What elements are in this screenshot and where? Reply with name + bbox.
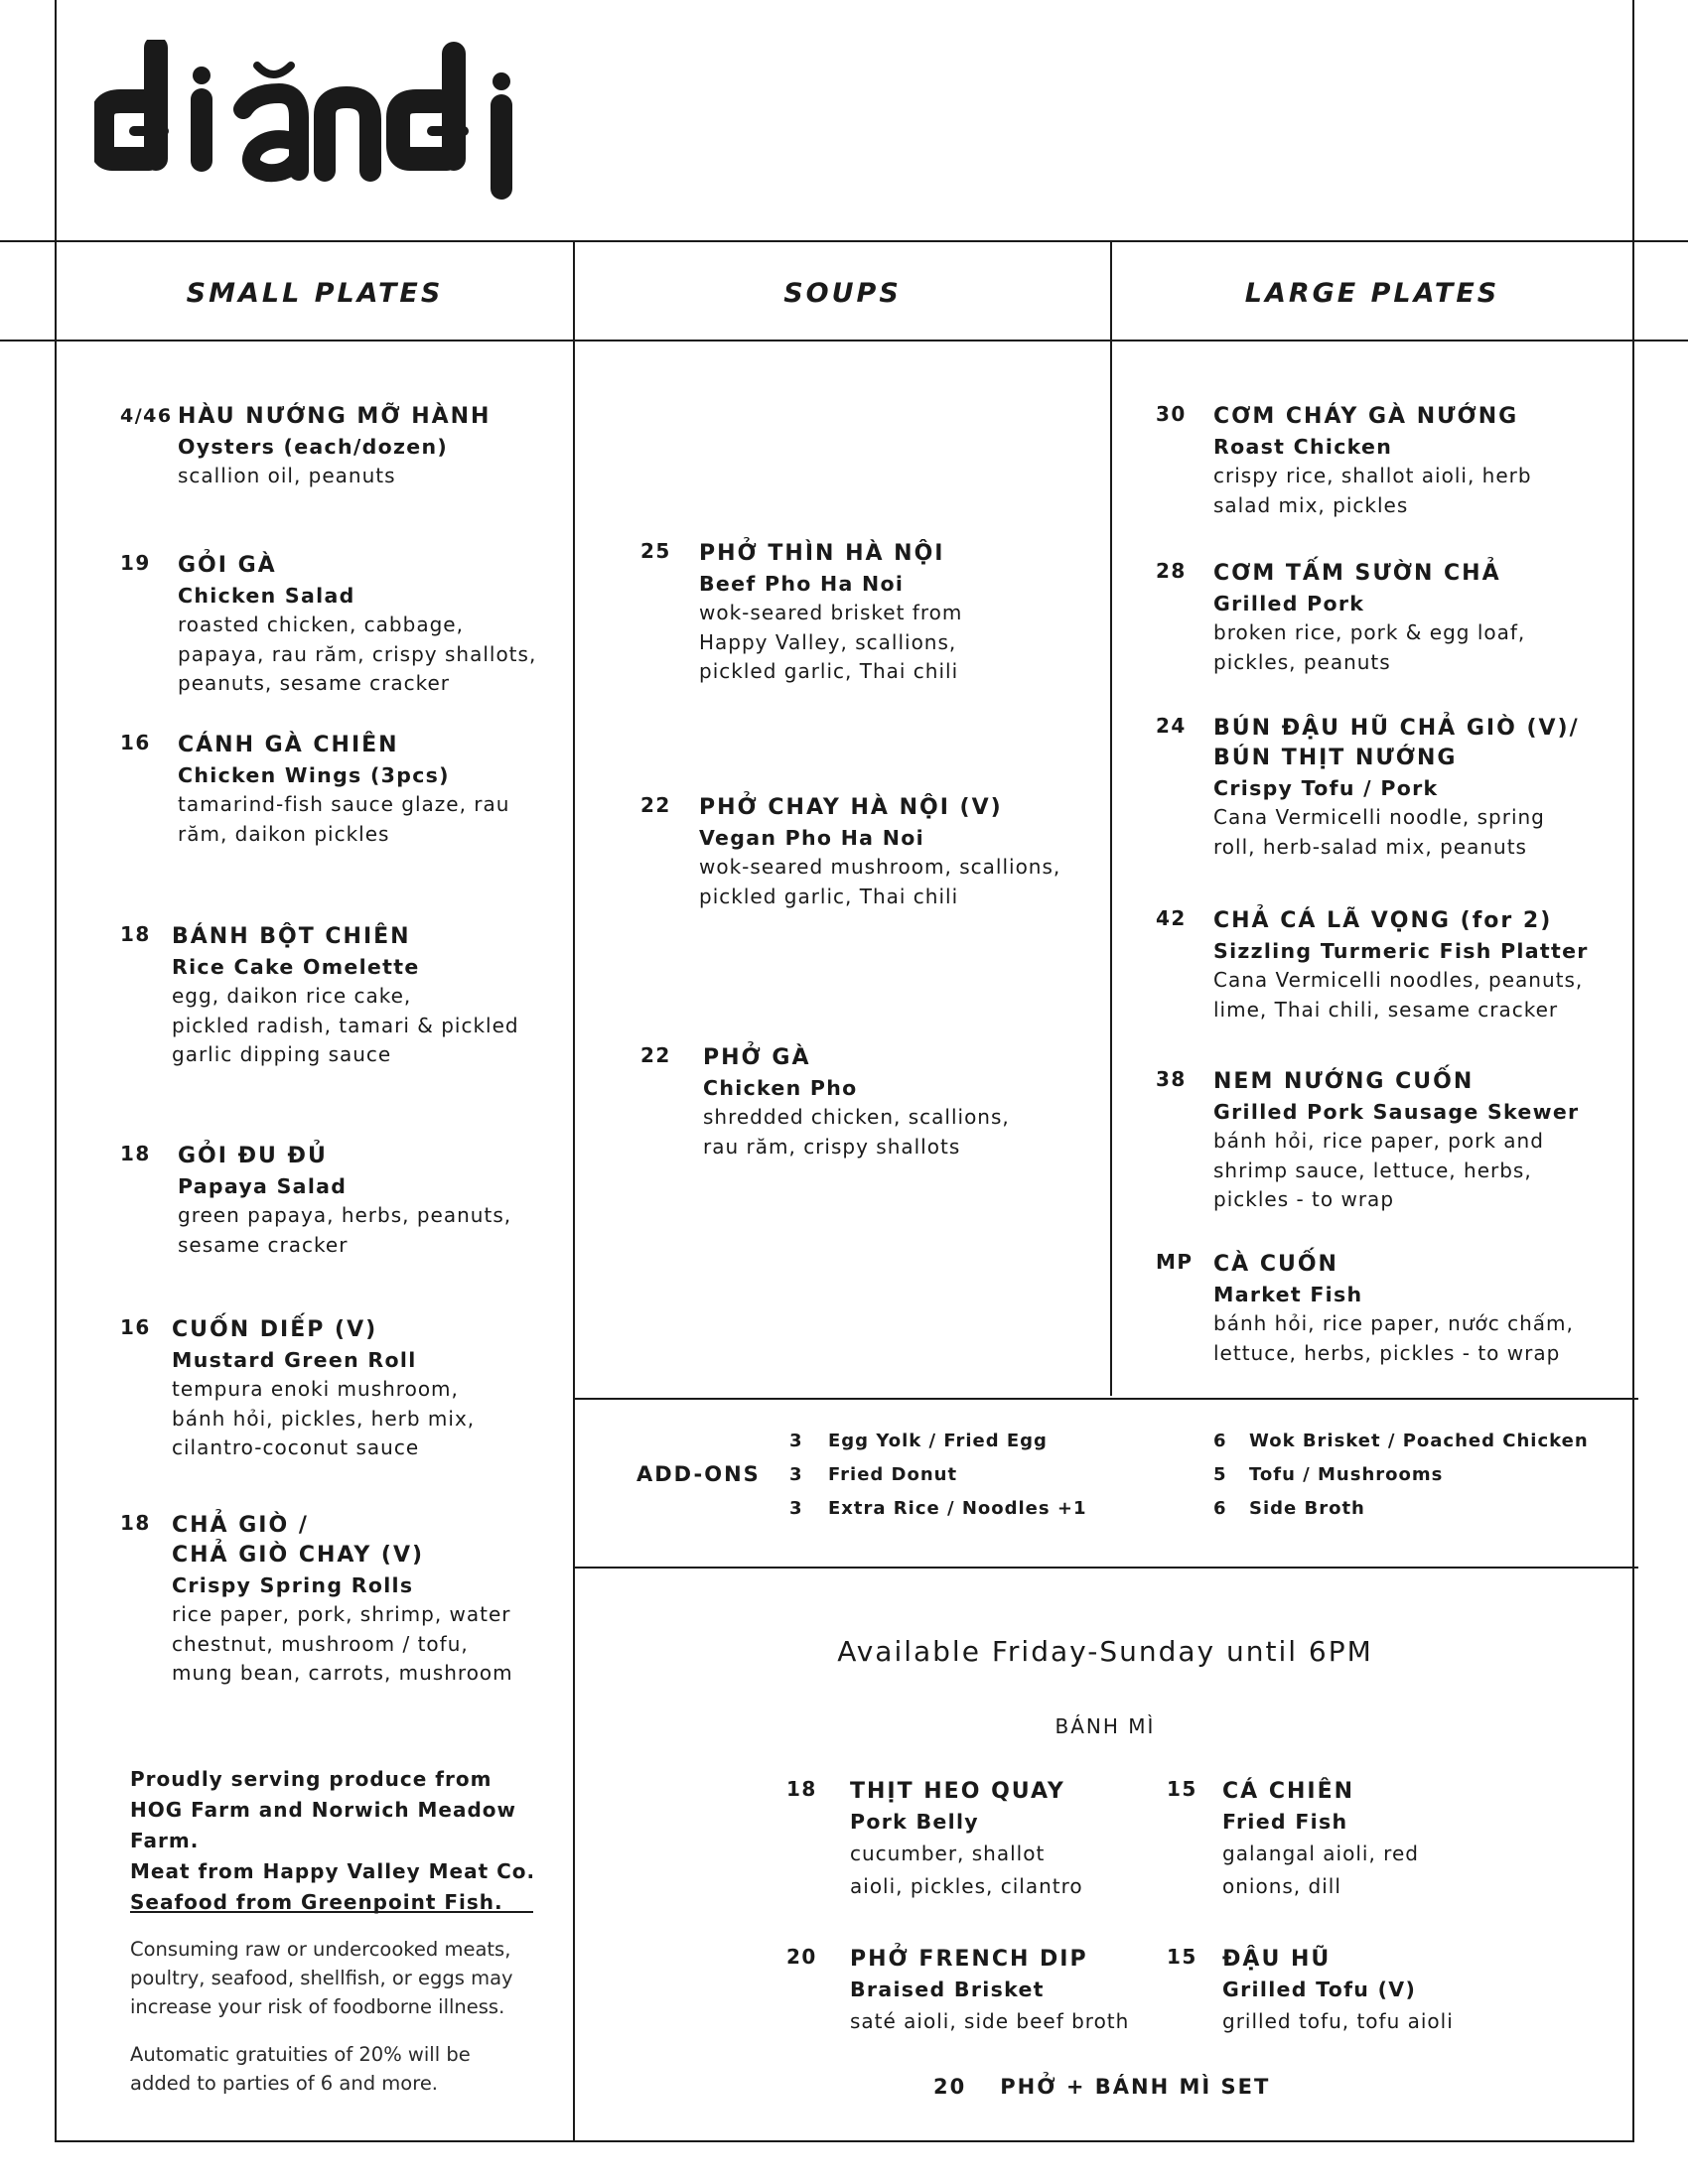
item-price: 30: [1156, 402, 1187, 426]
addon-price: 3: [789, 1498, 802, 1519]
warning-line: poultry, seafood, shellfish, or eggs may: [130, 1967, 513, 1989]
item-description: wok-seared brisket from: [699, 601, 963, 624]
brand-logo: [94, 40, 541, 213]
rule-addons-bottom: [574, 1567, 1638, 1569]
item-name: CƠM TẤM SƯỜN CHẢ: [1213, 561, 1501, 586]
item-name: BÚN THỊT NƯỚNG: [1213, 746, 1458, 770]
item-english-name: Braised Brisket: [850, 1978, 1045, 2001]
rule-col-2: [1110, 240, 1112, 1396]
item-description: onions, dill: [1222, 1874, 1341, 1898]
item-name: PHỞ FRENCH DIP: [850, 1947, 1088, 1972]
item-description: roll, herb-salad mix, peanuts: [1213, 834, 1527, 859]
item-description: tamarind-fish sauce glaze, rau: [178, 792, 510, 816]
set-name: PHỞ + BÁNH MÌ SET: [1000, 2075, 1271, 2099]
item-description: papaya, rau răm, crispy shallots,: [178, 641, 537, 666]
item-name: THỊT HEO QUAY: [850, 1779, 1065, 1804]
item-price: 25: [640, 539, 671, 563]
item-name: PHỞ THÌN HÀ NỘI: [699, 541, 945, 566]
addon-name: Tofu / Mushrooms: [1249, 1464, 1444, 1485]
item-name: BÚN ĐẬU HŨ CHẢ GIÒ (V)/: [1213, 716, 1580, 741]
sourcing-note: [130, 1764, 587, 1918]
addon-name: Wok Brisket / Poached Chicken: [1249, 1431, 1589, 1451]
item-description: bánh hỏi, rice paper, nước chấm,: [1213, 1311, 1574, 1335]
sourcing-line: Proudly serving produce from: [130, 1767, 492, 1791]
item-price: 38: [1156, 1067, 1187, 1091]
item-name: ĐẬU HŨ: [1222, 1947, 1332, 1972]
item-description: scallion oil, peanuts: [178, 464, 396, 487]
item-price: 22: [640, 793, 671, 817]
item-price: 15: [1167, 1945, 1197, 1969]
addon-price: 6: [1213, 1498, 1226, 1519]
warning-line: increase your risk of foodborne illness.: [130, 1995, 505, 2018]
item-description: peanuts, sesame cracker: [178, 671, 450, 695]
item-description: pickles, peanuts: [1213, 649, 1391, 674]
item-name: NEM NƯỚNG CUỐN: [1213, 1069, 1475, 1094]
addon-price: 6: [1213, 1431, 1226, 1451]
item-price: MP: [1156, 1250, 1194, 1274]
item-description: bánh hỏi, pickles, herb mix,: [172, 1406, 476, 1431]
banh-mi-title: BÁNH MÌ: [1055, 1714, 1156, 1738]
item-english-name: Chicken Wings (3pcs): [178, 763, 450, 787]
item-english-name: Fried Fish: [1222, 1810, 1348, 1834]
item-name: BÁNH BỘT CHIÊN: [172, 924, 411, 949]
item-description: rau răm, crispy shallots: [703, 1134, 961, 1159]
rule-addons-top: [574, 1398, 1638, 1400]
item-english-name: Mustard Green Roll: [172, 1348, 417, 1372]
item-price: 18: [786, 1777, 817, 1801]
item-english-name: Beef Pho Ha Noi: [699, 572, 905, 596]
item-price: 18: [120, 922, 151, 946]
item-price: 22: [640, 1043, 671, 1067]
item-description: green papaya, herbs, peanuts,: [178, 1203, 512, 1227]
item-english-name: Grilled Tofu (V): [1222, 1978, 1417, 2001]
item-name: PHỞ GÀ: [703, 1045, 811, 1070]
item-english-name: Vegan Pho Ha Noi: [699, 826, 924, 850]
item-description: răm, daikon pickles: [178, 821, 390, 846]
item-english-name: Rice Cake Omelette: [172, 955, 420, 979]
item-english-name: Market Fish: [1213, 1283, 1363, 1306]
item-english-name: Crispy Tofu / Pork: [1213, 776, 1439, 800]
addons-label: ADD-ONS: [636, 1462, 761, 1486]
rule-col-left: [55, 240, 57, 2142]
sourcing-line: Seafood from Greenpoint Fish.: [130, 1890, 503, 1914]
item-description: aioli, pickles, cilantro: [850, 1874, 1083, 1898]
item-description: chestnut, mushroom / tofu,: [172, 1631, 469, 1656]
item-description: broken rice, pork & egg loaf,: [1213, 620, 1526, 644]
item-description: cucumber, shallot: [850, 1842, 1046, 1865]
item-description: tempura enoki mushroom,: [172, 1377, 459, 1401]
item-description: garlic dipping sauce: [172, 1042, 392, 1066]
column-header-large-plates: LARGE PLATES: [1244, 278, 1500, 309]
item-english-name: Grilled Pork Sausage Skewer: [1213, 1100, 1580, 1124]
food-safety-warning: [130, 1935, 567, 2021]
item-english-name: Papaya Salad: [178, 1174, 348, 1198]
item-name: CUỐN DIẾP (V): [172, 1317, 378, 1342]
warning-line: Consuming raw or undercooked meats,: [130, 1938, 511, 1961]
rule-top-left: [55, 0, 57, 240]
item-description: pickles - to wrap: [1213, 1187, 1395, 1211]
item-description: wok-seared mushroom, scallions,: [699, 855, 1061, 879]
column-header-soups: SOUPS: [783, 278, 902, 309]
gratuity-note: [130, 2040, 567, 2098]
item-name: GỎI GÀ: [178, 553, 277, 578]
sourcing-line: Meat from Happy Valley Meat Co.: [130, 1859, 536, 1883]
item-description: pickled radish, tamari & pickled: [172, 1013, 519, 1037]
item-name: CÁNH GÀ CHIÊN: [178, 733, 399, 757]
item-name: HÀU NƯỚNG MỠ HÀNH: [178, 404, 492, 429]
item-english-name: Chicken Pho: [703, 1076, 858, 1100]
item-price: 4/46: [120, 405, 173, 427]
addon-name: Side Broth: [1249, 1498, 1365, 1519]
set-price: 20: [933, 2075, 967, 2099]
addon-price: 3: [789, 1431, 802, 1451]
item-description: sesame cracker: [178, 1232, 349, 1257]
item-price: 24: [1156, 714, 1187, 738]
addon-price: 3: [789, 1464, 802, 1485]
item-description: pickled garlic, Thai chili: [699, 659, 959, 683]
item-description: galangal aioli, red: [1222, 1842, 1419, 1865]
addon-name: Egg Yolk / Fried Egg: [828, 1431, 1048, 1451]
item-english-name: Oysters (each/dozen): [178, 435, 449, 459]
item-name: CƠM CHÁY GÀ NƯỚNG: [1213, 404, 1519, 429]
item-description: Cana Vermicelli noodles, peanuts,: [1213, 968, 1584, 992]
rule-top-right: [1632, 0, 1634, 240]
item-price: 28: [1156, 559, 1187, 583]
item-description: bánh hỏi, rice paper, pork and: [1213, 1129, 1544, 1153]
rule-col-right: [1632, 240, 1634, 2142]
item-description: shrimp sauce, lettuce, herbs,: [1213, 1158, 1532, 1182]
item-description: Happy Valley, scallions,: [699, 629, 957, 654]
gratuity-line: added to parties of 6 and more.: [130, 2072, 439, 2095]
item-price: 15: [1167, 1777, 1197, 1801]
item-description: lettuce, herbs, pickles - to wrap: [1213, 1340, 1561, 1365]
item-name: GỎI ĐU ĐỦ: [178, 1144, 328, 1168]
rule-bottom: [55, 2140, 1634, 2142]
item-description: roasted chicken, cabbage,: [178, 613, 464, 636]
item-english-name: Sizzling Turmeric Fish Platter: [1213, 939, 1589, 963]
item-price: 19: [120, 551, 151, 575]
item-description: mung bean, carrots, mushroom: [172, 1661, 513, 1685]
item-price: 18: [120, 1142, 151, 1165]
item-description: shredded chicken, scallions,: [703, 1105, 1010, 1129]
item-name: CHẢ GIÒ /: [172, 1513, 309, 1538]
item-description: grilled tofu, tofu aioli: [1222, 2009, 1454, 2033]
addon-name: Extra Rice / Noodles +1: [828, 1498, 1087, 1519]
item-price: 20: [786, 1945, 817, 1969]
item-price: 16: [120, 731, 151, 754]
item-name: CÁ CHIÊN: [1222, 1779, 1355, 1804]
item-description: crispy rice, shallot aioli, herb: [1213, 464, 1532, 487]
rule-header-bottom: [0, 340, 1688, 341]
item-english-name: Roast Chicken: [1213, 435, 1393, 459]
availability-note: Available Friday-Sunday until 6PM: [837, 1635, 1373, 1668]
item-description: cilantro-coconut sauce: [172, 1435, 420, 1459]
column-header-small-plates: SMALL PLATES: [186, 278, 444, 309]
addon-price: 5: [1213, 1464, 1226, 1485]
item-name: CHẢ CÁ LÃ VỌNG (for 2): [1213, 908, 1553, 933]
sourcing-line: HOG Farm and Norwich Meadow Farm.: [130, 1798, 517, 1852]
item-name: CÀ CUỐN: [1213, 1252, 1338, 1277]
item-price: 18: [120, 1511, 151, 1535]
item-english-name: Chicken Salad: [178, 584, 355, 608]
item-description: lime, Thai chili, sesame cracker: [1213, 997, 1559, 1022]
item-description: salad mix, pickles: [1213, 492, 1409, 517]
item-name: CHẢ GIÒ CHAY (V): [172, 1543, 425, 1568]
item-price: 42: [1156, 906, 1187, 930]
item-description: Cana Vermicelli noodle, spring: [1213, 805, 1545, 829]
item-price: 16: [120, 1315, 151, 1339]
item-description: pickled garlic, Thai chili: [699, 884, 959, 908]
addon-name: Fried Donut: [828, 1464, 958, 1485]
pho-banh-mi-set: [933, 2075, 1270, 2099]
item-description: saté aioli, side beef broth: [850, 2009, 1130, 2033]
item-name: PHỞ CHAY HÀ NỘI (V): [699, 795, 1003, 820]
rule-header-top: [0, 240, 1688, 242]
gratuity-line: Automatic gratuities of 20% will be: [130, 2043, 471, 2066]
item-english-name: Crispy Spring Rolls: [172, 1573, 414, 1597]
item-english-name: Grilled Pork: [1213, 592, 1365, 615]
item-description: rice paper, pork, shrimp, water: [172, 1602, 511, 1626]
item-description: egg, daikon rice cake,: [172, 984, 412, 1008]
item-english-name: Pork Belly: [850, 1810, 979, 1834]
